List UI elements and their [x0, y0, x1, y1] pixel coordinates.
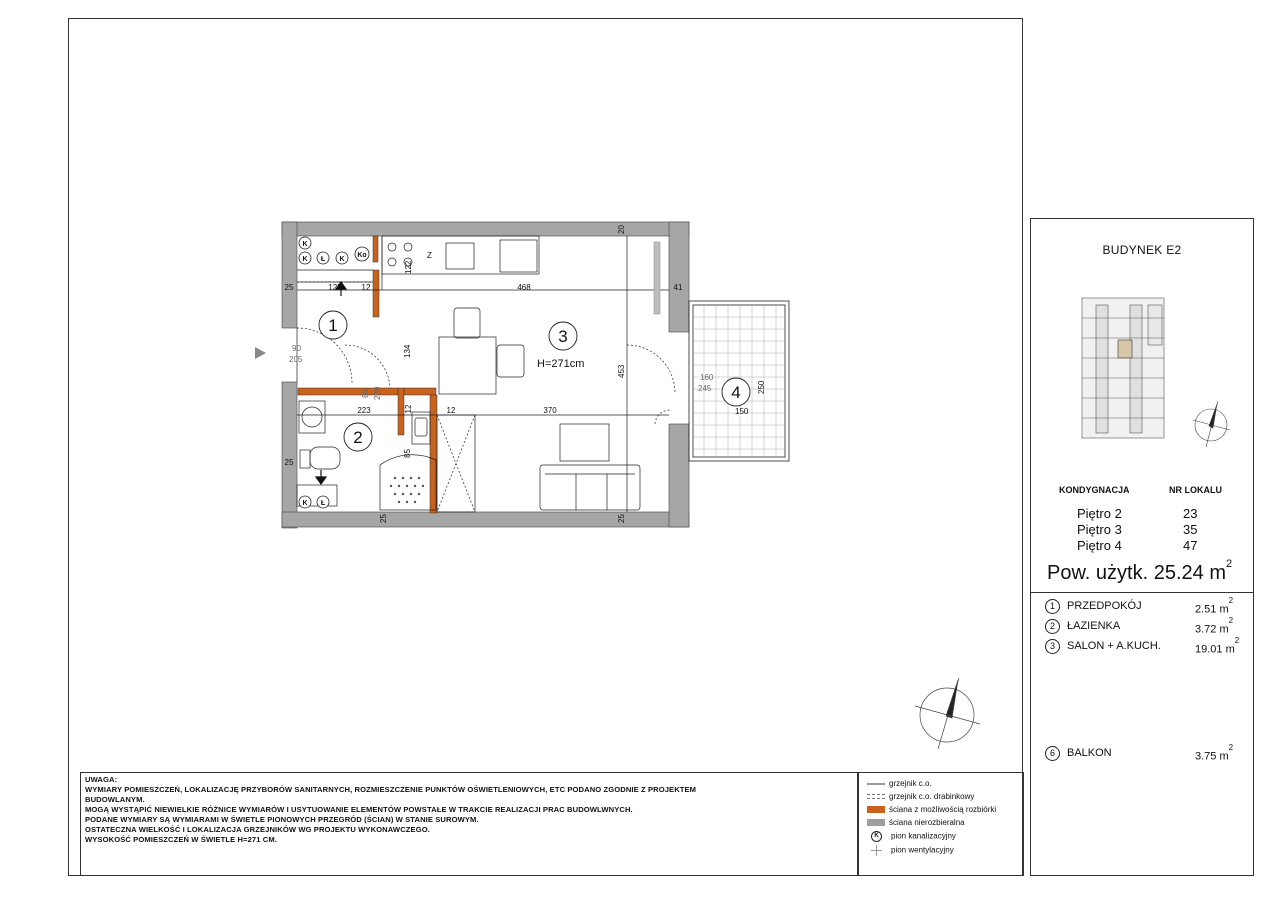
legend-ladder-radiator: grzejnik c.o. drabinkowy	[867, 792, 974, 801]
room-row-1-name: PRZEDPOKÓJ	[1067, 600, 1142, 612]
ventilation-riser-icon	[871, 845, 882, 856]
room-row-2-name: ŁAZIENKA	[1067, 620, 1121, 632]
dim-25-a: 25	[284, 283, 294, 292]
dim-160: 160	[700, 373, 714, 382]
floor-unit-2: 35	[1183, 522, 1198, 537]
riser-ko: Ko	[357, 252, 367, 259]
balcony-row-name: BALKON	[1067, 747, 1112, 759]
load-bearing-walls	[282, 222, 689, 528]
riser-k-1: K	[302, 241, 308, 248]
room-row-3-num: 3	[1045, 639, 1060, 654]
room-num-1: 1	[328, 316, 338, 335]
floor-level-3: Piętro 4	[1077, 538, 1122, 553]
riser-k-2: K	[302, 256, 308, 263]
balcony-row-area: 3.75 $m^2$	[1195, 743, 1234, 763]
notes-line-3: MOGĄ WYSTĄPIĆ NIEWIELKIE RÓŻNICE WYMIARÓW I USYTUOWANIE ELEMENTÓW POWSTAŁE W TRAKCIE REALIZACJI PRAC BUDOWLWNYCH.	[85, 805, 633, 814]
removable-wall-2	[298, 388, 398, 395]
radiator	[654, 242, 660, 314]
balcony-row-num: 6	[1045, 746, 1060, 761]
sewage-riser-icon: K	[871, 831, 882, 842]
room-row-2-area: 3.72 $m^2$	[1195, 616, 1234, 636]
plan-labels	[285, 225, 766, 523]
dim-370: 370	[543, 406, 557, 415]
notes-line-5: OSTATECZNA WIELKOŚĆ I LOKALIZACJA GRZEJNIKÓW WG PROJEKTU WYKONAWCZEGO.	[85, 825, 430, 834]
notes-title: UWAGA:	[85, 775, 118, 784]
room-height-label: H=271cm	[537, 358, 585, 370]
wall-right-lower	[669, 424, 689, 527]
notes-line-6: WYSOKOŚĆ POMIESZCZEŃ W ŚWIETLE H=271 CM.	[85, 835, 277, 844]
dim-25-b: 25	[284, 458, 294, 467]
room-num-2: 2	[353, 428, 363, 447]
dim-12-c: 12	[446, 406, 456, 415]
room-row-2	[1045, 616, 1234, 636]
room-num-4: 4	[731, 383, 741, 402]
floor-level-1: Piętro 2	[1077, 506, 1122, 521]
legend-ventilation-riser: pion wentylacyjny	[867, 845, 954, 856]
dim-125: 125	[328, 283, 342, 292]
dim-468: 468	[517, 283, 531, 292]
legend-removable-wall: ściana z możliwością rozbiórki	[867, 805, 996, 814]
room-row-2-num: 2	[1045, 619, 1060, 634]
radiator-symbol-icon	[867, 783, 885, 785]
dim-25-c: 25	[379, 514, 388, 523]
room-row-1-area: 2.51 $m^2$	[1195, 596, 1234, 616]
dim-250: 250	[757, 380, 766, 394]
removable-wall-4	[404, 388, 436, 395]
building-title: BUDYNEK E2	[1102, 243, 1182, 257]
wall-left-upper	[282, 222, 297, 328]
floor-unit-1: 23	[1183, 506, 1198, 521]
usable-area-value: 25.24	[1153, 562, 1204, 584]
load-bearing-wall-swatch-icon	[867, 819, 885, 826]
notes-line-2: BUDOWLANYM.	[85, 795, 145, 804]
riser-symbols	[299, 237, 369, 508]
dim-150: 150	[735, 407, 749, 416]
dim-20: 20	[617, 225, 626, 234]
room-row-1-num: 1	[1045, 599, 1060, 614]
removable-wall-1	[373, 270, 379, 317]
dim-134: 134	[403, 344, 412, 358]
riser-l-2: Ł	[320, 500, 326, 507]
wall-right-upper	[669, 222, 689, 332]
bathroom-vent-arrow-icon	[316, 470, 326, 484]
floor-level-2: Piętro 3	[1077, 522, 1122, 537]
dim-122: 122	[404, 260, 413, 274]
usable-area-label: Pow. użytk.	[1047, 562, 1149, 584]
room-row-3-area: 19.01 $m^2$	[1195, 636, 1240, 656]
legend-load-bearing-wall: ściana nierozbieralna	[867, 818, 965, 827]
room-row-3-name: SALON + A.KUCH.	[1067, 640, 1161, 652]
notes-line-4: PODANE WYMIARY SĄ WYMIARAMI W ŚWIETLE PIONOWYCH PRZEGRÓD (ŚCIAN) W STANIE SUROWYM.	[85, 815, 479, 824]
riser-k-3: K	[339, 256, 345, 263]
floor-unit-3: 47	[1183, 538, 1198, 553]
dim-223: 223	[357, 406, 371, 415]
north-compass-icon	[915, 678, 980, 749]
apartment-info-panel	[1030, 218, 1254, 876]
ladder-radiator-symbol-icon	[867, 794, 885, 799]
dim-85: 85	[403, 449, 412, 458]
usable-area	[1047, 558, 1233, 585]
riser-l-1: Ł	[320, 256, 326, 263]
dim-25-d: 25	[617, 514, 626, 523]
removable-walls	[298, 236, 437, 513]
dim-12-a: 12	[361, 283, 371, 292]
legend-sewage-riser: K pion kanalizacyjny	[867, 831, 956, 842]
dim-205: 205	[289, 355, 303, 364]
dim-245: 245	[698, 384, 712, 393]
room-row-3	[1045, 636, 1240, 656]
legend-box	[858, 772, 1024, 876]
dim-90: 90	[292, 344, 301, 353]
dim-80: 80	[361, 389, 370, 398]
wall-top	[282, 222, 689, 236]
dim-12-b: 12	[404, 404, 413, 414]
removable-wall-swatch-icon	[867, 806, 885, 813]
floors-header-level: KONDYGNACJA	[1059, 485, 1130, 495]
usable-area-exp: 2	[1226, 558, 1233, 571]
usable-area-unit: m	[1209, 562, 1227, 584]
removable-wall-6	[373, 236, 378, 262]
balcony-row	[1045, 743, 1234, 763]
wall-bottom	[282, 512, 689, 527]
fixture-z: Z	[427, 251, 432, 260]
riser-k-4: K	[302, 500, 308, 507]
dim-453: 453	[617, 364, 626, 378]
room-num-3: 3	[558, 327, 568, 346]
legend-radiator: grzejnik c.o.	[867, 779, 932, 788]
entrance-arrow-icon	[255, 347, 266, 359]
dim-41: 41	[673, 283, 683, 292]
floors-header-unit: NR LOKALU	[1169, 485, 1222, 495]
wall-left-lower	[282, 382, 297, 528]
room-row-1	[1045, 596, 1234, 616]
notes-box	[80, 772, 858, 876]
divider	[1031, 592, 1253, 593]
notes-line-1: WYMIARY POMIESZCZEŃ, LOKALIZACJĘ PRZYBORÓW SANITARNYCH, ROZMIESZCZENIE PUNKTÓW OŚWIETLENIOWYCH, ETC PODANO ZGODNIE Z PROJEKTEM	[85, 785, 697, 794]
shower-tray	[390, 477, 424, 503]
dim-200: 200	[373, 386, 382, 400]
